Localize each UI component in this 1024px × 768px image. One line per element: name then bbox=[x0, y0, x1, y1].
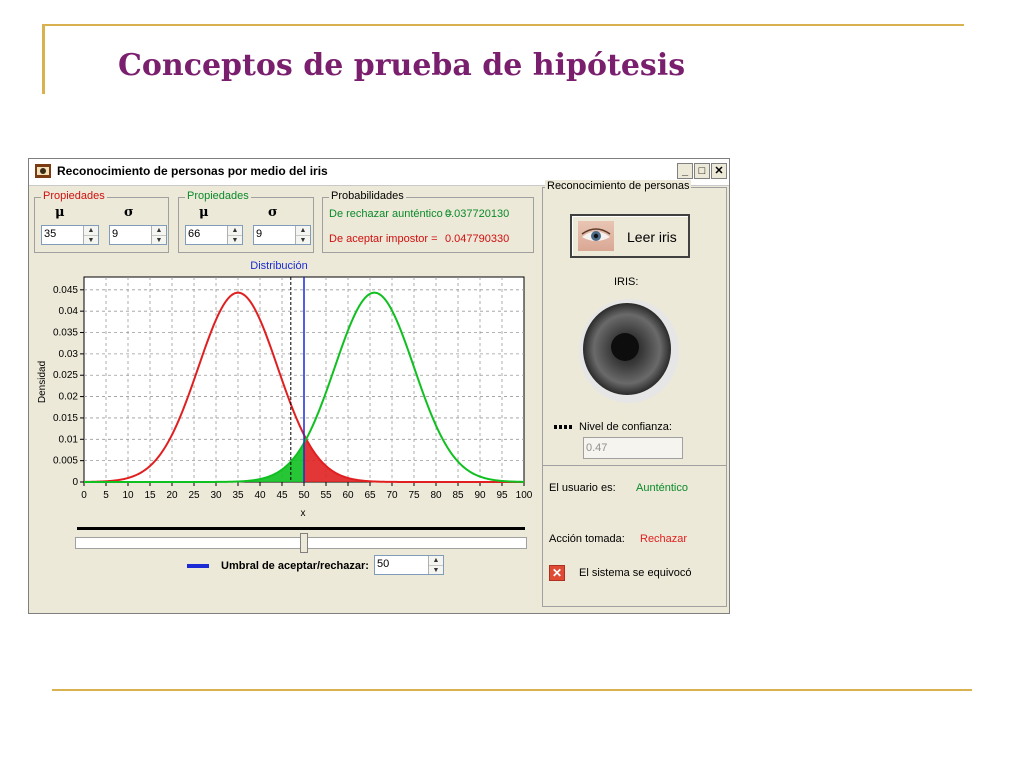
spin-down-icon[interactable]: ▼ bbox=[87, 237, 95, 244]
chart-y-tick-label: 0.005 bbox=[52, 455, 78, 467]
threshold-arrows[interactable] bbox=[428, 556, 443, 574]
chart-x-tick-label: 15 bbox=[144, 490, 156, 501]
chart-x-tick-label: 85 bbox=[452, 490, 464, 501]
probabilities-label: Probabilidades bbox=[331, 190, 404, 202]
threshold-label: Umbral de aceptar/rechazar: bbox=[221, 560, 369, 572]
spin-up-icon[interactable]: ▲ bbox=[429, 556, 443, 566]
chart-x-tick-label: 90 bbox=[474, 490, 486, 501]
chart-y-tick-label: 0.01 bbox=[58, 434, 78, 446]
minimize-button[interactable]: _ bbox=[677, 163, 693, 179]
chart-x-tick-label: 10 bbox=[122, 490, 134, 501]
threshold-value: 50 bbox=[377, 558, 390, 570]
impostor-properties-label: Propiedades bbox=[43, 190, 105, 202]
chart-x-tick-label: 40 bbox=[254, 490, 266, 501]
user-value: Aunténtico bbox=[636, 482, 688, 494]
close-button[interactable]: ✕ bbox=[711, 163, 727, 179]
slide-title: Conceptos de prueba de hipótesis bbox=[118, 48, 686, 83]
chart-y-tick-label: 0.045 bbox=[52, 284, 78, 296]
authentic-mu-value: 66 bbox=[188, 228, 201, 240]
slide-left-rule bbox=[42, 24, 45, 94]
chart-x-tick-label: 100 bbox=[515, 490, 533, 501]
error-text: El sistema se equivocó bbox=[579, 567, 692, 579]
chart-x-tick-label: 45 bbox=[276, 490, 288, 501]
maximize-button[interactable]: □ bbox=[694, 163, 710, 179]
spin-up-icon[interactable]: ▲ bbox=[84, 226, 98, 236]
chart-y-tick-label: 0.04 bbox=[58, 306, 78, 318]
chart-x-tick-label: 30 bbox=[210, 490, 222, 501]
chart-y-tick-label: 0.035 bbox=[52, 327, 78, 339]
chart-y-tick-label: 0 bbox=[72, 477, 78, 488]
slide-top-rule bbox=[42, 24, 964, 26]
chart-y-tick-label: 0.03 bbox=[58, 348, 78, 360]
impostor-sigma-label: σ bbox=[124, 205, 134, 220]
reject-authentic-value: 0.037720130 bbox=[445, 208, 510, 220]
spin-down-icon[interactable]: ▼ bbox=[155, 237, 163, 244]
authentic-mu-label: μ bbox=[199, 205, 209, 220]
chart-x-tick-label: 25 bbox=[188, 490, 200, 501]
spin-up-icon[interactable]: ▲ bbox=[228, 226, 242, 236]
chart-y-axis-label: Densidad bbox=[37, 360, 48, 404]
accept-impostor-value: 0.047790330 bbox=[445, 233, 510, 245]
authentic-properties-label: Propiedades bbox=[187, 190, 249, 202]
authentic-sigma-label: σ bbox=[268, 205, 278, 220]
confidence-label: Nivel de confianza: bbox=[579, 421, 672, 433]
action-value: Rechazar bbox=[640, 533, 688, 545]
distribution-chart bbox=[29, 159, 539, 521]
slider-range-bar bbox=[77, 527, 525, 530]
chart-x-axis-label: x bbox=[300, 508, 306, 519]
spin-down-icon[interactable]: ▼ bbox=[299, 237, 307, 244]
impostor-mu-label: μ bbox=[55, 205, 65, 220]
impostor-sigma-value: 9 bbox=[112, 228, 119, 240]
impostor-mu-value: 35 bbox=[44, 228, 57, 240]
chart-x-tick-label: 55 bbox=[320, 490, 332, 501]
chart-x-tick-label: 70 bbox=[386, 490, 398, 501]
confidence-line-legend-icon bbox=[554, 425, 572, 429]
error-x-icon: ✕ bbox=[549, 565, 565, 581]
read-iris-button-label: Leer iris bbox=[627, 229, 677, 245]
authentic-sigma-value: 9 bbox=[256, 228, 263, 240]
window-title: Reconocimiento de personas por medio del iris bbox=[57, 164, 328, 178]
accept-impostor-label: De aceptar impostor = bbox=[329, 233, 438, 245]
threshold-stepper[interactable] bbox=[374, 555, 444, 575]
confidence-field: 0.47 bbox=[583, 437, 683, 459]
chart-x-tick-label: 80 bbox=[430, 490, 442, 501]
user-label: El usuario es: bbox=[549, 482, 616, 494]
action-label: Acción tomada: bbox=[549, 533, 625, 545]
chart-x-tick-label: 5 bbox=[103, 490, 109, 501]
spin-down-icon[interactable]: ▼ bbox=[231, 237, 239, 244]
chart-x-tick-label: 65 bbox=[364, 490, 376, 501]
chart-title: Distribución bbox=[250, 260, 308, 272]
chart-y-tick-label: 0.02 bbox=[58, 391, 78, 403]
chart-y-tick-label: 0.015 bbox=[52, 412, 78, 424]
chart-x-tick-label: 20 bbox=[166, 490, 178, 501]
eye-photo bbox=[578, 221, 614, 251]
spin-up-icon[interactable]: ▲ bbox=[152, 226, 166, 236]
spin-up-icon[interactable]: ▲ bbox=[296, 226, 310, 236]
chart-x-tick-label: 35 bbox=[232, 490, 244, 501]
app-window bbox=[28, 158, 730, 614]
recognition-group-label: Reconocimiento de personas bbox=[547, 180, 690, 192]
read-iris-button[interactable] bbox=[570, 214, 690, 258]
chart-x-tick-label: 75 bbox=[408, 490, 420, 501]
chart-x-tick-label: 60 bbox=[342, 490, 354, 501]
slide-bottom-rule bbox=[52, 689, 972, 691]
iris-label: IRIS: bbox=[614, 276, 639, 288]
chart-x-tick-label: 50 bbox=[298, 490, 310, 501]
threshold-line-legend-swatch bbox=[187, 564, 209, 568]
recognition-divider bbox=[542, 465, 727, 466]
threshold-slider-thumb[interactable] bbox=[300, 533, 308, 553]
iris-photo bbox=[577, 297, 681, 405]
chart-x-tick-label: 95 bbox=[496, 490, 508, 501]
spin-down-icon[interactable]: ▼ bbox=[432, 567, 440, 574]
chart-x-tick-label: 0 bbox=[81, 490, 87, 501]
chart-y-tick-label: 0.025 bbox=[52, 370, 78, 382]
reject-authentic-label: De rechazar aunténtico = bbox=[329, 208, 453, 220]
